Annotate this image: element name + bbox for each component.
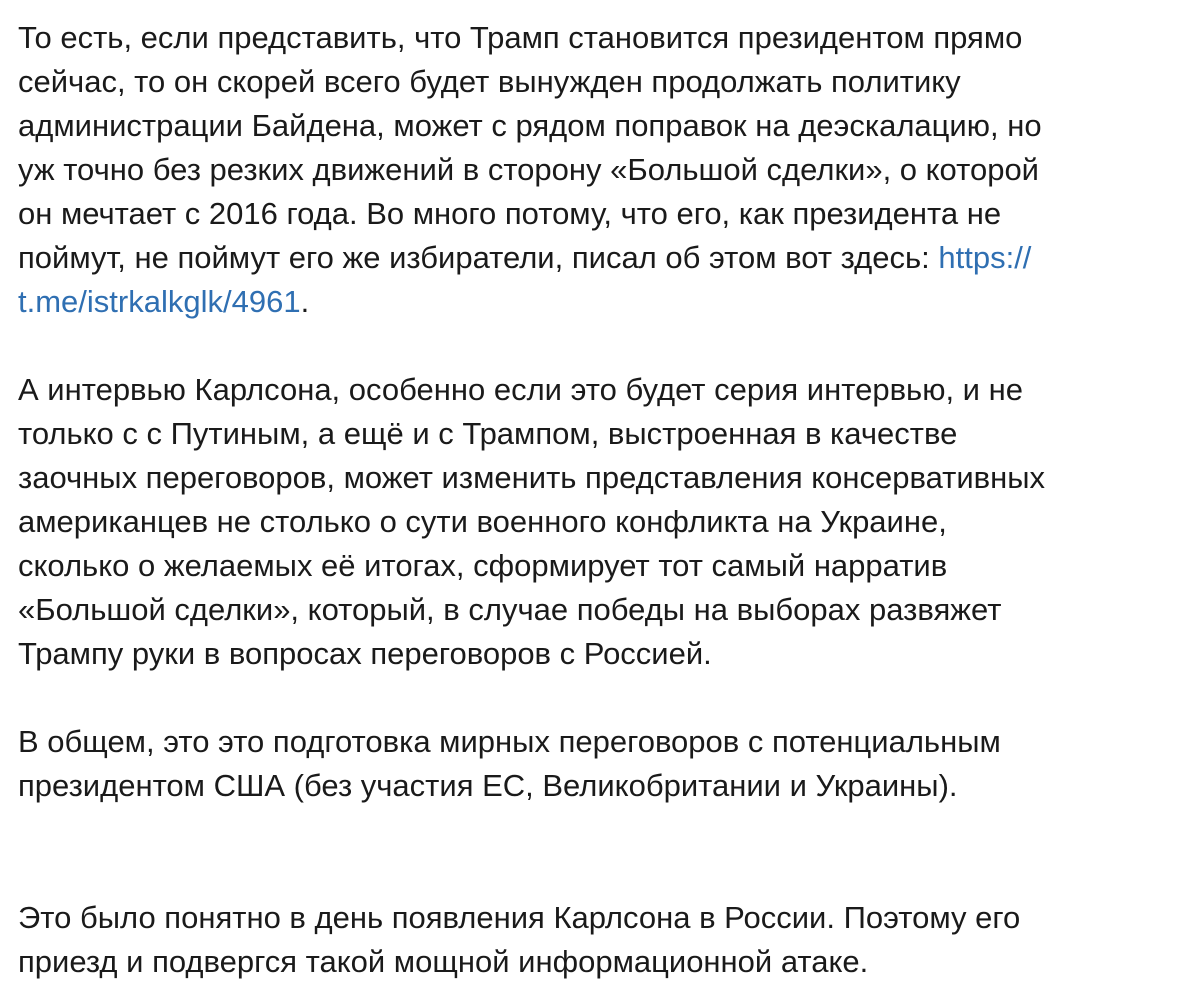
text-line: В общем, это это подготовка мирных переговоров с потенциальным xyxy=(18,724,1001,759)
message-text xyxy=(18,16,1188,984)
telegram-link-start[interactable]: https:// xyxy=(938,240,1032,275)
paragraph-2 xyxy=(18,368,1188,676)
text-line: он мечтает с 2016 года. Во много потому, что его, как президента не xyxy=(18,196,1002,231)
text-line: То есть, если представить, что Трамп становится президентом прямо xyxy=(18,20,1023,55)
paragraph-1 xyxy=(18,16,1188,324)
text-line: президентом США (без участия ЕС, Великобритании и Украины). xyxy=(18,768,958,803)
text-line: «Большой сделки», который, в случае победы на выборах развяжет xyxy=(18,592,1002,627)
text-line xyxy=(18,236,1188,280)
telegram-link-end[interactable]: t.me/istrkalkglk/4961 xyxy=(18,284,301,319)
paragraph-spacer xyxy=(18,324,1188,368)
paragraph-4 xyxy=(18,896,1188,984)
paragraph-spacer xyxy=(18,808,1188,896)
paragraph-spacer xyxy=(18,676,1188,720)
text-line: сейчас, то он скорей всего будет вынужден продолжать политику xyxy=(18,64,961,99)
text-segment: поймут, не поймут его же избиратели, писал об этом вот здесь: xyxy=(18,240,939,275)
text-line: А интервью Карлсона, особенно если это будет серия интервью, и не xyxy=(18,372,1023,407)
text-line: Трампу руки в вопросах переговоров с Россией. xyxy=(18,636,712,671)
text-line: заочных переговоров, может изменить представления консервативных xyxy=(18,460,1046,495)
text-line: только с с Путиным, а ещё и с Трампом, выстроенная в качестве xyxy=(18,416,958,451)
paragraph-3 xyxy=(18,720,1188,808)
text-line: уж точно без резких движений в сторону «Большой сделки», о которой xyxy=(18,152,1040,187)
text-segment: . xyxy=(300,284,310,319)
text-line: приезд и подвергся такой мощной информационной атаке. xyxy=(18,944,869,979)
text-line xyxy=(18,280,1188,324)
text-line: Это было понятно в день появления Карлсона в России. Поэтому его xyxy=(18,900,1021,935)
text-line: сколько о желаемых её итогах, сформирует тот самый нарратив xyxy=(18,548,948,583)
text-line: администрации Байдена, может с рядом поправок на деэскалацию, но xyxy=(18,108,1042,143)
text-line: американцев не столько о сути военного конфликта на Украине, xyxy=(18,504,947,539)
